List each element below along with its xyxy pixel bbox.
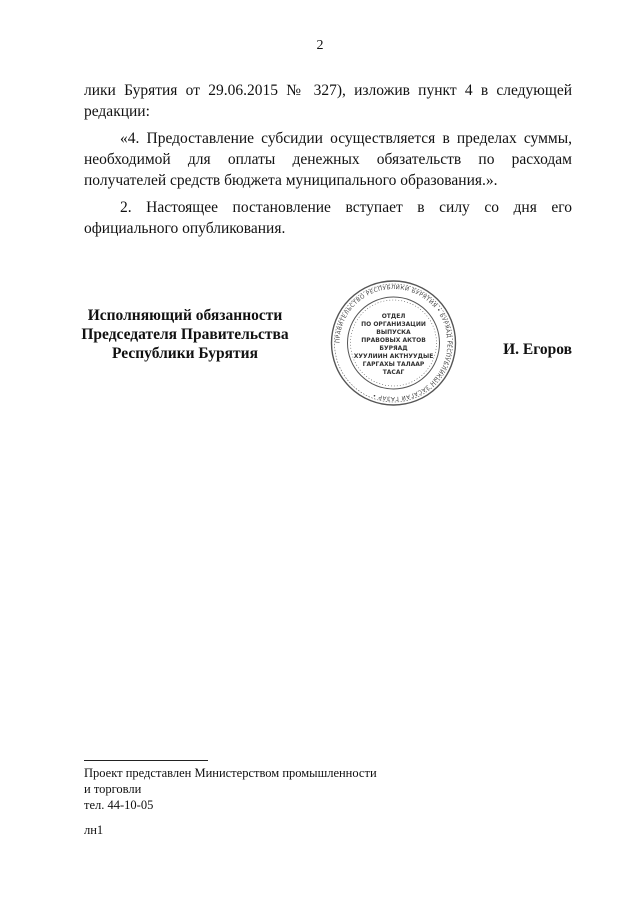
seal-ring-text: ПРАВИТЕЛЬСТВО РЕСПУБЛИКИ БУРЯТИЯ • БУРЯАД РЕСПУБЛИКЫН ЗАСАГАЙ ГАЗАР • bbox=[335, 284, 452, 402]
signer-title-line-1: Исполняющий обязанности bbox=[87, 307, 283, 324]
signer-title bbox=[70, 306, 300, 363]
signer-title-line-3: Республики Бурятия bbox=[112, 345, 258, 362]
footer-line-1: Проект представлен Министерством промышленности bbox=[84, 766, 377, 780]
footer-code: лн1 bbox=[84, 823, 104, 837]
signer-title-line-2: Председателя Правительства bbox=[81, 326, 289, 343]
paragraph-point-4: «4. Предоставление субсидии осуществляется в пределах суммы, необходимой для оплаты денежных обязательств по расходам получателей средств бюджета муниципального образования.». bbox=[84, 130, 572, 189]
seal-line-6: ХУУЛИИН АКТНУУДЫЕ bbox=[353, 353, 434, 360]
seal-line-1: ОТДЕЛ bbox=[381, 313, 406, 320]
footer-divider bbox=[84, 760, 208, 761]
footer-phone: тел. 44-10-05 bbox=[84, 798, 154, 812]
page-number: 2 bbox=[316, 38, 324, 53]
footer-prepared-by bbox=[84, 765, 377, 797]
seal-line-2: ПО ОРГАНИЗАЦИИ bbox=[361, 321, 426, 328]
seal-line-5: БУРЯАД bbox=[379, 345, 408, 352]
paragraph-point-2: 2. Настоящее постановление вступает в силу со дня его официального опубликования. bbox=[84, 199, 572, 237]
official-seal bbox=[326, 278, 461, 408]
seal-line-7: ГАРГАХЫ ТАЛААР bbox=[362, 361, 425, 368]
seal-line-3: ВЫПУСКА bbox=[376, 329, 411, 336]
seal-line-8: ТАСАГ bbox=[382, 369, 405, 376]
footer-line-2: и торговли bbox=[84, 782, 142, 796]
signer-name: И. Егоров bbox=[503, 341, 572, 358]
seal-line-4: ПРАВОВЫХ АКТОВ bbox=[361, 337, 426, 344]
paragraph-continuation: лики Бурятия от 29.06.2015 № 327), изложив пункт 4 в следующей редакции: bbox=[84, 82, 572, 120]
